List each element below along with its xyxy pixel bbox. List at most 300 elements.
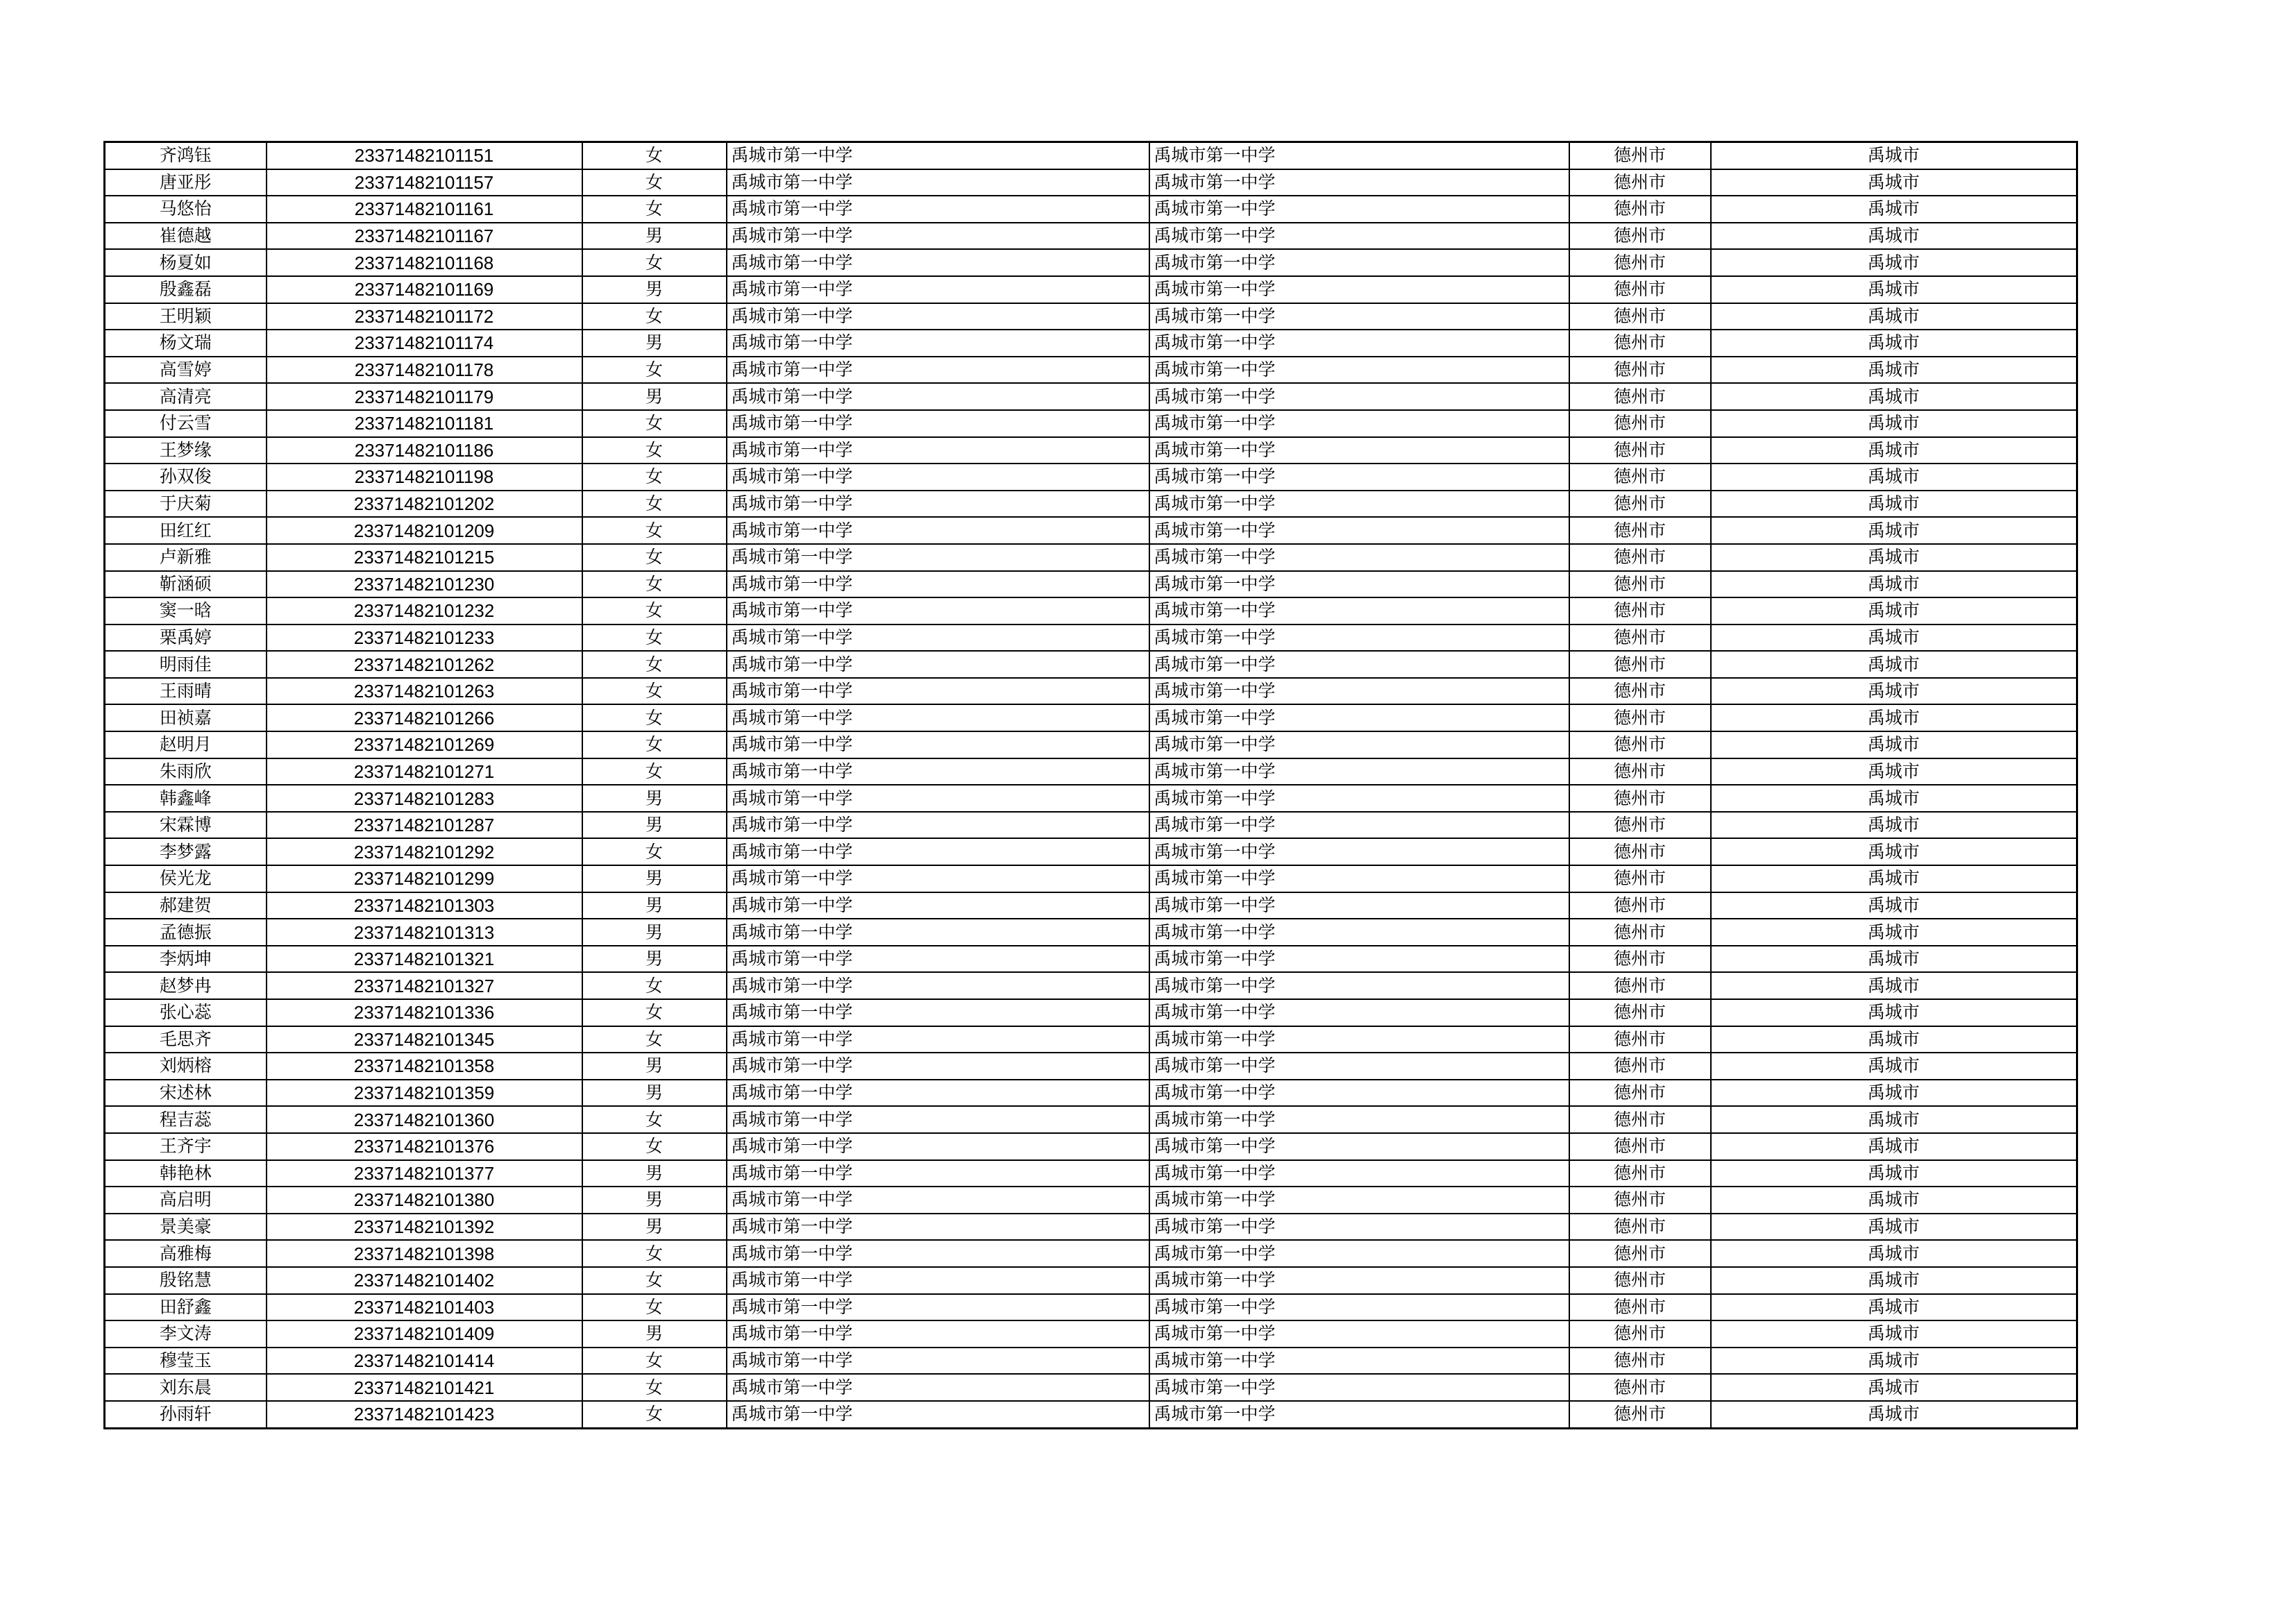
- gender-cell: 男: [582, 383, 727, 410]
- city-cell: 德州市: [1569, 597, 1711, 624]
- name-cell: 马悠怡: [105, 196, 267, 223]
- gender-cell: 女: [582, 491, 727, 518]
- school-cell: 禹城市第一中学: [727, 972, 1149, 999]
- exam-site-cell: 禹城市第一中学: [1149, 624, 1569, 652]
- school-cell: 禹城市第一中学: [727, 1294, 1149, 1321]
- school-cell: 禹城市第一中学: [727, 1214, 1149, 1241]
- name-cell: 景美豪: [105, 1214, 267, 1241]
- name-cell: 孟德振: [105, 919, 267, 946]
- name-cell: 李炳坤: [105, 946, 267, 973]
- gender-cell: 女: [582, 1374, 727, 1401]
- city-cell: 德州市: [1569, 1053, 1711, 1080]
- school-cell: 禹城市第一中学: [727, 276, 1149, 303]
- exam-site-cell: 禹城市第一中学: [1149, 704, 1569, 731]
- school-cell: 禹城市第一中学: [727, 812, 1149, 839]
- county-cell: 禹城市: [1711, 410, 2077, 437]
- city-cell: 德州市: [1569, 678, 1711, 705]
- exam-id-cell: 23371482101198: [267, 464, 582, 491]
- exam-site-cell: 禹城市第一中学: [1149, 517, 1569, 544]
- city-cell: 德州市: [1569, 838, 1711, 865]
- name-cell: 殷铭慧: [105, 1267, 267, 1294]
- table-row: [105, 249, 2077, 276]
- gender-cell: 女: [582, 758, 727, 785]
- name-cell: 程吉蕊: [105, 1106, 267, 1133]
- school-cell: 禹城市第一中学: [727, 330, 1149, 357]
- county-cell: 禹城市: [1711, 491, 2077, 518]
- exam-id-cell: 23371482101292: [267, 838, 582, 865]
- exam-id-cell: 23371482101202: [267, 491, 582, 518]
- gender-cell: 女: [582, 571, 727, 598]
- table-body: [105, 142, 2077, 1429]
- exam-id-cell: 23371482101327: [267, 972, 582, 999]
- county-cell: 禹城市: [1711, 517, 2077, 544]
- exam-site-cell: 禹城市第一中学: [1149, 1187, 1569, 1214]
- exam-site-cell: 禹城市第一中学: [1149, 571, 1569, 598]
- county-cell: 禹城市: [1711, 357, 2077, 384]
- city-cell: 德州市: [1569, 330, 1711, 357]
- gender-cell: 女: [582, 1401, 727, 1428]
- county-cell: 禹城市: [1711, 1160, 2077, 1187]
- exam-id-cell: 23371482101266: [267, 704, 582, 731]
- exam-id-cell: 23371482101172: [267, 303, 582, 330]
- name-cell: 宋述林: [105, 1080, 267, 1107]
- city-cell: 德州市: [1569, 1294, 1711, 1321]
- table-row: [105, 169, 2077, 196]
- table-row: [105, 517, 2077, 544]
- name-cell: 韩艳林: [105, 1160, 267, 1187]
- school-cell: 禹城市第一中学: [727, 357, 1149, 384]
- county-cell: 禹城市: [1711, 812, 2077, 839]
- exam-id-cell: 23371482101169: [267, 276, 582, 303]
- city-cell: 德州市: [1569, 785, 1711, 812]
- name-cell: 唐亚彤: [105, 169, 267, 196]
- county-cell: 禹城市: [1711, 1133, 2077, 1160]
- exam-site-cell: 禹城市第一中学: [1149, 544, 1569, 571]
- table-row: [105, 999, 2077, 1026]
- school-cell: 禹城市第一中学: [727, 571, 1149, 598]
- table-row: [105, 142, 2077, 169]
- school-cell: 禹城市第一中学: [727, 437, 1149, 464]
- exam-id-cell: 23371482101215: [267, 544, 582, 571]
- exam-site-cell: 禹城市第一中学: [1149, 437, 1569, 464]
- gender-cell: 女: [582, 838, 727, 865]
- table-row: [105, 330, 2077, 357]
- name-cell: 王雨晴: [105, 678, 267, 705]
- name-cell: 孙雨轩: [105, 1401, 267, 1428]
- name-cell: 殷鑫磊: [105, 276, 267, 303]
- city-cell: 德州市: [1569, 946, 1711, 973]
- school-cell: 禹城市第一中学: [727, 196, 1149, 223]
- table-row: [105, 865, 2077, 892]
- county-cell: 禹城市: [1711, 758, 2077, 785]
- exam-id-cell: 23371482101174: [267, 330, 582, 357]
- gender-cell: 女: [582, 464, 727, 491]
- county-cell: 禹城市: [1711, 142, 2077, 169]
- school-cell: 禹城市第一中学: [727, 1187, 1149, 1214]
- table-row: [105, 1080, 2077, 1107]
- exam-id-cell: 23371482101271: [267, 758, 582, 785]
- table-row: [105, 1160, 2077, 1187]
- exam-site-cell: 禹城市第一中学: [1149, 865, 1569, 892]
- gender-cell: 男: [582, 946, 727, 973]
- city-cell: 德州市: [1569, 865, 1711, 892]
- county-cell: 禹城市: [1711, 919, 2077, 946]
- table-row: [105, 704, 2077, 731]
- table-row: [105, 678, 2077, 705]
- school-cell: 禹城市第一中学: [727, 464, 1149, 491]
- school-cell: 禹城市第一中学: [727, 1053, 1149, 1080]
- gender-cell: 男: [582, 812, 727, 839]
- county-cell: 禹城市: [1711, 892, 2077, 919]
- county-cell: 禹城市: [1711, 597, 2077, 624]
- county-cell: 禹城市: [1711, 1267, 2077, 1294]
- gender-cell: 女: [582, 1267, 727, 1294]
- exam-site-cell: 禹城市第一中学: [1149, 678, 1569, 705]
- county-cell: 禹城市: [1711, 999, 2077, 1026]
- gender-cell: 女: [582, 517, 727, 544]
- exam-site-cell: 禹城市第一中学: [1149, 142, 1569, 169]
- gender-cell: 男: [582, 1320, 727, 1348]
- exam-id-cell: 23371482101287: [267, 812, 582, 839]
- table-row: [105, 1026, 2077, 1053]
- city-cell: 德州市: [1569, 758, 1711, 785]
- county-cell: 禹城市: [1711, 678, 2077, 705]
- name-cell: 郝建贺: [105, 892, 267, 919]
- gender-cell: 女: [582, 410, 727, 437]
- exam-id-cell: 23371482101167: [267, 223, 582, 250]
- table-row: [105, 1053, 2077, 1080]
- gender-cell: 男: [582, 1080, 727, 1107]
- exam-id-cell: 23371482101421: [267, 1374, 582, 1401]
- exam-id-cell: 23371482101360: [267, 1106, 582, 1133]
- city-cell: 德州市: [1569, 410, 1711, 437]
- gender-cell: 女: [582, 1133, 727, 1160]
- table-row: [105, 1106, 2077, 1133]
- exam-site-cell: 禹城市第一中学: [1149, 1106, 1569, 1133]
- school-cell: 禹城市第一中学: [727, 946, 1149, 973]
- school-cell: 禹城市第一中学: [727, 249, 1149, 276]
- school-cell: 禹城市第一中学: [727, 999, 1149, 1026]
- city-cell: 德州市: [1569, 1240, 1711, 1267]
- exam-site-cell: 禹城市第一中学: [1149, 651, 1569, 678]
- gender-cell: 女: [582, 597, 727, 624]
- exam-id-cell: 23371482101313: [267, 919, 582, 946]
- table-row: [105, 464, 2077, 491]
- name-cell: 朱雨欣: [105, 758, 267, 785]
- exam-id-cell: 23371482101232: [267, 597, 582, 624]
- county-cell: 禹城市: [1711, 1106, 2077, 1133]
- city-cell: 德州市: [1569, 223, 1711, 250]
- exam-id-cell: 23371482101423: [267, 1401, 582, 1428]
- exam-id-cell: 23371482101358: [267, 1053, 582, 1080]
- county-cell: 禹城市: [1711, 1187, 2077, 1214]
- exam-site-cell: 禹城市第一中学: [1149, 1080, 1569, 1107]
- name-cell: 侯光龙: [105, 865, 267, 892]
- city-cell: 德州市: [1569, 196, 1711, 223]
- school-cell: 禹城市第一中学: [727, 731, 1149, 758]
- city-cell: 德州市: [1569, 704, 1711, 731]
- exam-id-cell: 23371482101283: [267, 785, 582, 812]
- gender-cell: 男: [582, 919, 727, 946]
- city-cell: 德州市: [1569, 517, 1711, 544]
- exam-id-cell: 23371482101303: [267, 892, 582, 919]
- city-cell: 德州市: [1569, 491, 1711, 518]
- table-row: [105, 597, 2077, 624]
- exam-site-cell: 禹城市第一中学: [1149, 464, 1569, 491]
- gender-cell: 男: [582, 1214, 727, 1241]
- school-cell: 禹城市第一中学: [727, 678, 1149, 705]
- gender-cell: 女: [582, 1026, 727, 1053]
- county-cell: 禹城市: [1711, 571, 2077, 598]
- table-row: [105, 758, 2077, 785]
- exam-id-cell: 23371482101161: [267, 196, 582, 223]
- city-cell: 德州市: [1569, 731, 1711, 758]
- school-cell: 禹城市第一中学: [727, 383, 1149, 410]
- exam-site-cell: 禹城市第一中学: [1149, 919, 1569, 946]
- name-cell: 刘东晨: [105, 1374, 267, 1401]
- school-cell: 禹城市第一中学: [727, 597, 1149, 624]
- county-cell: 禹城市: [1711, 1320, 2077, 1348]
- city-cell: 德州市: [1569, 383, 1711, 410]
- city-cell: 德州市: [1569, 919, 1711, 946]
- city-cell: 德州市: [1569, 437, 1711, 464]
- name-cell: 田祯嘉: [105, 704, 267, 731]
- school-cell: 禹城市第一中学: [727, 1267, 1149, 1294]
- exam-id-cell: 23371482101402: [267, 1267, 582, 1294]
- table-row: [105, 1133, 2077, 1160]
- city-cell: 德州市: [1569, 544, 1711, 571]
- table-row: [105, 1267, 2077, 1294]
- gender-cell: 女: [582, 704, 727, 731]
- table-row: [105, 812, 2077, 839]
- school-cell: 禹城市第一中学: [727, 1026, 1149, 1053]
- exam-site-cell: 禹城市第一中学: [1149, 758, 1569, 785]
- county-cell: 禹城市: [1711, 1401, 2077, 1428]
- name-cell: 杨夏如: [105, 249, 267, 276]
- exam-id-cell: 23371482101233: [267, 624, 582, 652]
- name-cell: 崔德越: [105, 223, 267, 250]
- name-cell: 宋霖博: [105, 812, 267, 839]
- school-cell: 禹城市第一中学: [727, 223, 1149, 250]
- county-cell: 禹城市: [1711, 276, 2077, 303]
- name-cell: 栗禹婷: [105, 624, 267, 652]
- county-cell: 禹城市: [1711, 1214, 2077, 1241]
- exam-site-cell: 禹城市第一中学: [1149, 731, 1569, 758]
- city-cell: 德州市: [1569, 276, 1711, 303]
- school-cell: 禹城市第一中学: [727, 624, 1149, 652]
- gender-cell: 男: [582, 276, 727, 303]
- name-cell: 田舒鑫: [105, 1294, 267, 1321]
- gender-cell: 女: [582, 1240, 727, 1267]
- gender-cell: 女: [582, 678, 727, 705]
- table-row: [105, 1348, 2077, 1375]
- exam-id-cell: 23371482101178: [267, 357, 582, 384]
- exam-site-cell: 禹城市第一中学: [1149, 196, 1569, 223]
- exam-site-cell: 禹城市第一中学: [1149, 1348, 1569, 1375]
- county-cell: 禹城市: [1711, 1348, 2077, 1375]
- gender-cell: 男: [582, 865, 727, 892]
- exam-site-cell: 禹城市第一中学: [1149, 1294, 1569, 1321]
- exam-site-cell: 禹城市第一中学: [1149, 491, 1569, 518]
- table-row: [105, 1374, 2077, 1401]
- county-cell: 禹城市: [1711, 838, 2077, 865]
- table-row: [105, 651, 2077, 678]
- table-row: [105, 437, 2077, 464]
- name-cell: 刘炳榕: [105, 1053, 267, 1080]
- county-cell: 禹城市: [1711, 651, 2077, 678]
- exam-id-cell: 23371482101380: [267, 1187, 582, 1214]
- city-cell: 德州市: [1569, 812, 1711, 839]
- city-cell: 德州市: [1569, 1374, 1711, 1401]
- school-cell: 禹城市第一中学: [727, 1374, 1149, 1401]
- table-row: [105, 1187, 2077, 1214]
- exam-site-cell: 禹城市第一中学: [1149, 812, 1569, 839]
- county-cell: 禹城市: [1711, 1053, 2077, 1080]
- school-cell: 禹城市第一中学: [727, 303, 1149, 330]
- exam-id-cell: 23371482101377: [267, 1160, 582, 1187]
- name-cell: 靳涵硕: [105, 571, 267, 598]
- exam-site-cell: 禹城市第一中学: [1149, 1401, 1569, 1428]
- school-cell: 禹城市第一中学: [727, 785, 1149, 812]
- exam-site-cell: 禹城市第一中学: [1149, 249, 1569, 276]
- table-row: [105, 1401, 2077, 1428]
- gender-cell: 女: [582, 1294, 727, 1321]
- gender-cell: 男: [582, 1187, 727, 1214]
- school-cell: 禹城市第一中学: [727, 517, 1149, 544]
- county-cell: 禹城市: [1711, 704, 2077, 731]
- gender-cell: 女: [582, 169, 727, 196]
- city-cell: 德州市: [1569, 1214, 1711, 1241]
- exam-site-cell: 禹城市第一中学: [1149, 946, 1569, 973]
- county-cell: 禹城市: [1711, 169, 2077, 196]
- table-row: [105, 1214, 2077, 1241]
- county-cell: 禹城市: [1711, 946, 2077, 973]
- county-cell: 禹城市: [1711, 731, 2077, 758]
- city-cell: 德州市: [1569, 169, 1711, 196]
- exam-id-cell: 23371482101209: [267, 517, 582, 544]
- gender-cell: 女: [582, 249, 727, 276]
- exam-id-cell: 23371482101263: [267, 678, 582, 705]
- exam-id-cell: 23371482101345: [267, 1026, 582, 1053]
- name-cell: 孙双俊: [105, 464, 267, 491]
- exam-site-cell: 禹城市第一中学: [1149, 223, 1569, 250]
- table-row: [105, 383, 2077, 410]
- gender-cell: 女: [582, 1106, 727, 1133]
- city-cell: 德州市: [1569, 1026, 1711, 1053]
- table-row: [105, 303, 2077, 330]
- gender-cell: 女: [582, 999, 727, 1026]
- table-row: [105, 731, 2077, 758]
- city-cell: 德州市: [1569, 464, 1711, 491]
- city-cell: 德州市: [1569, 1401, 1711, 1428]
- gender-cell: 女: [582, 651, 727, 678]
- county-cell: 禹城市: [1711, 437, 2077, 464]
- gender-cell: 男: [582, 223, 727, 250]
- exam-site-cell: 禹城市第一中学: [1149, 1053, 1569, 1080]
- school-cell: 禹城市第一中学: [727, 142, 1149, 169]
- gender-cell: 女: [582, 731, 727, 758]
- city-cell: 德州市: [1569, 1187, 1711, 1214]
- gender-cell: 女: [582, 1348, 727, 1375]
- school-cell: 禹城市第一中学: [727, 704, 1149, 731]
- name-cell: 韩鑫峰: [105, 785, 267, 812]
- city-cell: 德州市: [1569, 651, 1711, 678]
- name-cell: 王齐宇: [105, 1133, 267, 1160]
- city-cell: 德州市: [1569, 1080, 1711, 1107]
- gender-cell: 女: [582, 303, 727, 330]
- exam-id-cell: 23371482101181: [267, 410, 582, 437]
- city-cell: 德州市: [1569, 303, 1711, 330]
- county-cell: 禹城市: [1711, 249, 2077, 276]
- name-cell: 张心蕊: [105, 999, 267, 1026]
- name-cell: 明雨佳: [105, 651, 267, 678]
- gender-cell: 男: [582, 330, 727, 357]
- school-cell: 禹城市第一中学: [727, 544, 1149, 571]
- exam-site-cell: 禹城市第一中学: [1149, 1026, 1569, 1053]
- school-cell: 禹城市第一中学: [727, 1133, 1149, 1160]
- city-cell: 德州市: [1569, 1106, 1711, 1133]
- exam-site-cell: 禹城市第一中学: [1149, 1214, 1569, 1241]
- exam-id-cell: 23371482101157: [267, 169, 582, 196]
- exam-site-cell: 禹城市第一中学: [1149, 1133, 1569, 1160]
- school-cell: 禹城市第一中学: [727, 491, 1149, 518]
- county-cell: 禹城市: [1711, 1240, 2077, 1267]
- exam-id-cell: 23371482101414: [267, 1348, 582, 1375]
- county-cell: 禹城市: [1711, 1374, 2077, 1401]
- school-cell: 禹城市第一中学: [727, 1401, 1149, 1428]
- name-cell: 高雪婷: [105, 357, 267, 384]
- exam-id-cell: 23371482101321: [267, 946, 582, 973]
- exam-site-cell: 禹城市第一中学: [1149, 597, 1569, 624]
- county-cell: 禹城市: [1711, 1294, 2077, 1321]
- exam-id-cell: 23371482101403: [267, 1294, 582, 1321]
- gender-cell: 女: [582, 972, 727, 999]
- name-cell: 高雅梅: [105, 1240, 267, 1267]
- exam-site-cell: 禹城市第一中学: [1149, 169, 1569, 196]
- name-cell: 穆莹玉: [105, 1348, 267, 1375]
- school-cell: 禹城市第一中学: [727, 1160, 1149, 1187]
- school-cell: 禹城市第一中学: [727, 1348, 1149, 1375]
- city-cell: 德州市: [1569, 1267, 1711, 1294]
- name-cell: 李梦露: [105, 838, 267, 865]
- school-cell: 禹城市第一中学: [727, 1080, 1149, 1107]
- exam-id-cell: 23371482101376: [267, 1133, 582, 1160]
- table-row: [105, 491, 2077, 518]
- name-cell: 高启明: [105, 1187, 267, 1214]
- table-row: [105, 357, 2077, 384]
- county-cell: 禹城市: [1711, 196, 2077, 223]
- gender-cell: 女: [582, 142, 727, 169]
- county-cell: 禹城市: [1711, 1026, 2077, 1053]
- county-cell: 禹城市: [1711, 865, 2077, 892]
- exam-site-cell: 禹城市第一中学: [1149, 410, 1569, 437]
- gender-cell: 男: [582, 785, 727, 812]
- county-cell: 禹城市: [1711, 303, 2077, 330]
- gender-cell: 女: [582, 357, 727, 384]
- name-cell: 王明颖: [105, 303, 267, 330]
- school-cell: 禹城市第一中学: [727, 1240, 1149, 1267]
- exam-site-cell: 禹城市第一中学: [1149, 1320, 1569, 1348]
- exam-site-cell: 禹城市第一中学: [1149, 383, 1569, 410]
- exam-id-cell: 23371482101359: [267, 1080, 582, 1107]
- table-row: [105, 410, 2077, 437]
- exam-site-cell: 禹城市第一中学: [1149, 892, 1569, 919]
- exam-site-cell: 禹城市第一中学: [1149, 303, 1569, 330]
- county-cell: 禹城市: [1711, 330, 2077, 357]
- city-cell: 德州市: [1569, 249, 1711, 276]
- school-cell: 禹城市第一中学: [727, 892, 1149, 919]
- city-cell: 德州市: [1569, 892, 1711, 919]
